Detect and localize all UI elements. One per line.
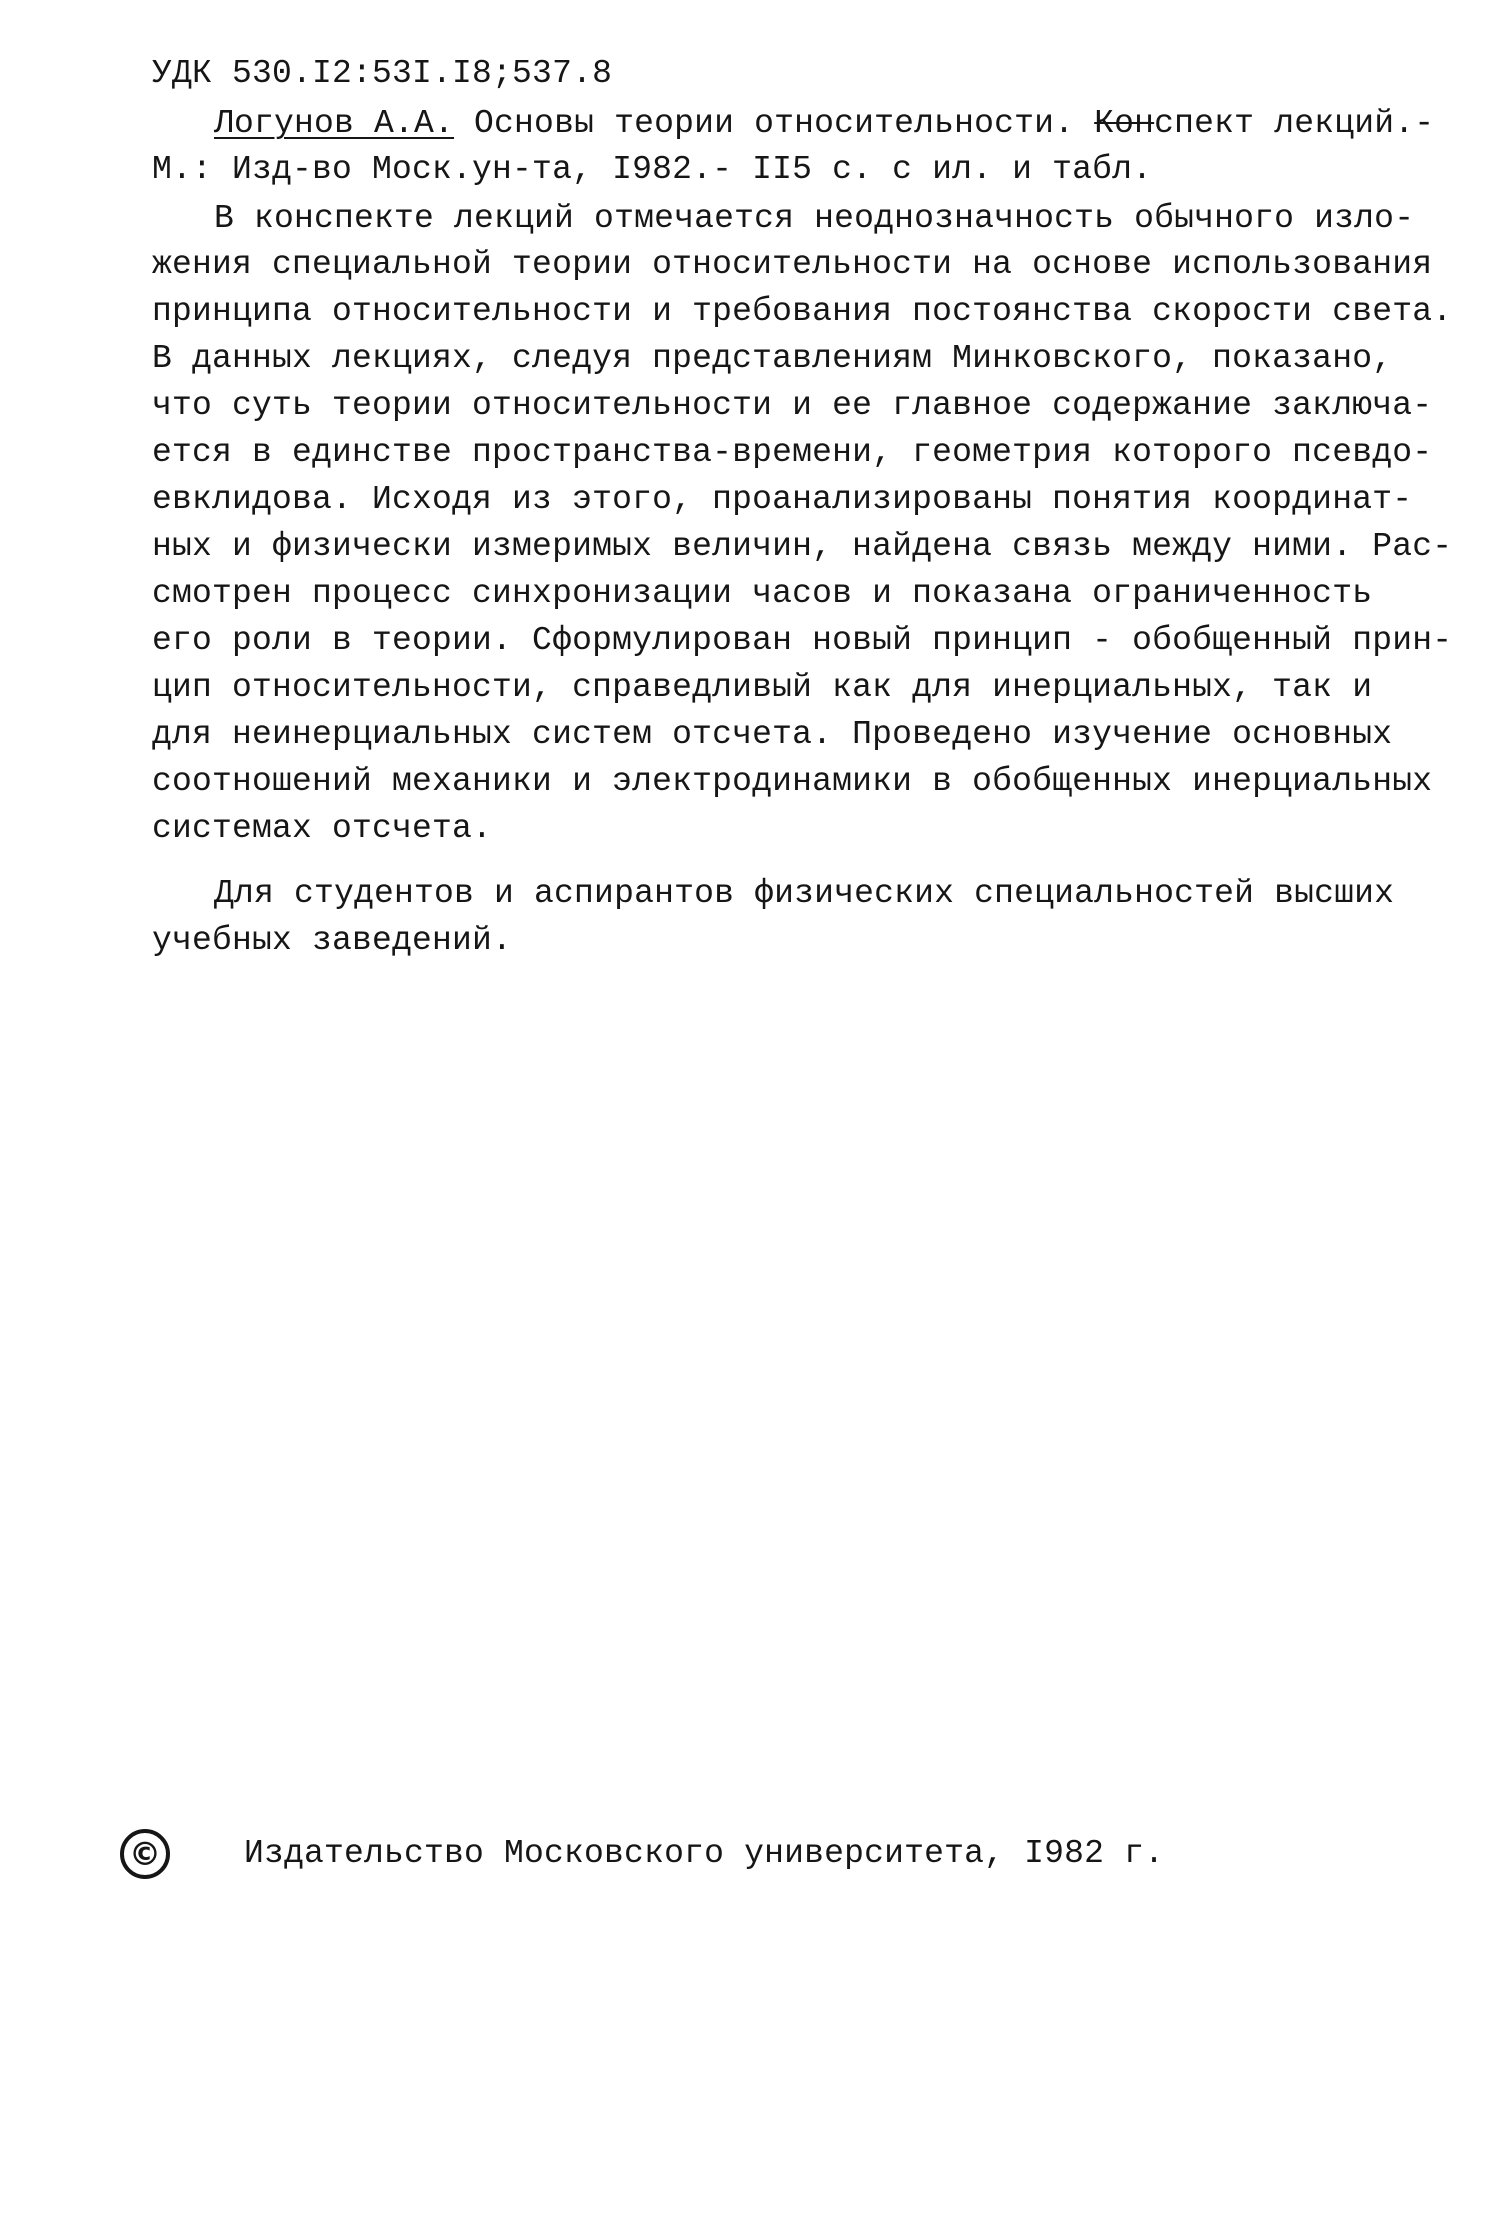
abstract-line: В конспекте лекций отмечается неоднозначность обычного изло- [214, 200, 1415, 237]
abstract-line: смотрен процесс синхронизации часов и показана ограниченность [152, 575, 1373, 612]
audience-line: учебных заведений. [152, 922, 513, 959]
abstract-line: В данных лекциях, следуя представлениям Минковского, показано, [152, 340, 1393, 377]
abstract-line: жения специальной теории относительности на основе использования [152, 246, 1433, 283]
abstract-line: евклидова. Исходя из этого, проанализированы понятия координат- [152, 481, 1413, 518]
abstract-line: принципа относительности и требования постоянства скорости света. [152, 293, 1453, 330]
abstract-line: ных и физически измеримых величин, найдена связь между ними. Рас- [152, 528, 1453, 565]
abstract-line: системах отсчета. [152, 810, 493, 847]
udc-code: УДК 530.I2:53I.I8;537.8 [152, 55, 613, 92]
author-name: Логунов А.А. [214, 105, 455, 142]
abstract-line: соотношений механики и электродинамики в обобщенных инерциальных [152, 763, 1433, 800]
abstract-line: ется в единстве пространства-времени, геометрия которого псевдо- [152, 434, 1433, 471]
struck-text: Кон [1094, 105, 1155, 142]
book-title: Основы теории относительности. [454, 105, 1095, 142]
copyright-text: Издательство Московского университета, I982 г. [244, 1835, 1165, 1872]
publisher-line: М.: Изд-во Моск.ун-та, I982.- II5 с. с ил. и табл. [152, 151, 1153, 188]
copyright-symbol-icon: © [120, 1829, 170, 1879]
abstract-line: его роли в теории. Сформулирован новый принцип - обобщенный прин- [152, 622, 1453, 659]
book-title-end: спект лекций.- [1154, 105, 1435, 142]
abstract-line: что суть теории относительности и ее главное содержание заключа- [152, 387, 1433, 424]
abstract-line: цип относительности, справедливый как для инерциальных, так и [152, 669, 1373, 706]
citation-line-1 [214, 104, 1434, 144]
abstract-line: для неинерциальных систем отсчета. Проведено изучение основных [152, 716, 1393, 753]
audience-line: Для студентов и аспирантов физических специальностей высших [214, 875, 1395, 912]
